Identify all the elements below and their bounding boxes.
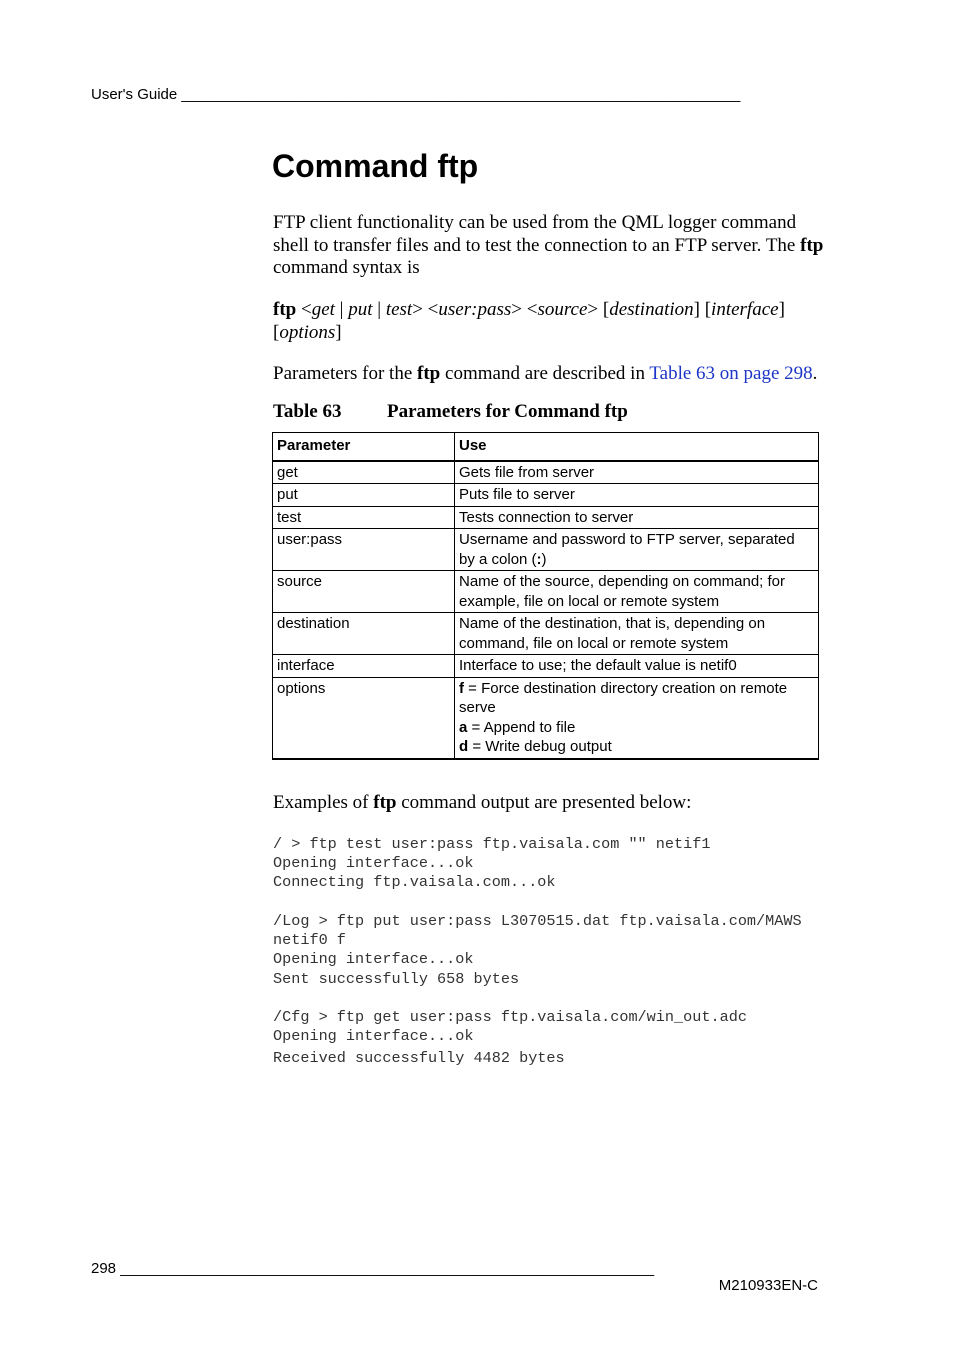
param-cell: user:pass [273,529,455,571]
option-line: a = Append to file [459,718,576,736]
use-cell: Name of the source, depending on command; for example, file on local or remote system [455,571,819,613]
param-cell: put [273,484,455,507]
table-row [273,506,819,529]
option-line: f = Force destination directory creation on remote serve [459,679,788,716]
code-example-get-result: Received successfully 4482 bytes [273,1049,565,1067]
syntax-line: ftp <get | put | test> <user:pass> <source> [destination] [interface] [options] [273,299,785,343]
column-header-use: Use [455,433,819,461]
use-cell: Gets file from server [455,461,819,484]
param-cell: destination [273,613,455,655]
code-example-get: /Cfg > ftp get user:pass ftp.vaisala.com/win_out.adc Opening interface...ok [273,1008,747,1046]
table-row [273,529,819,571]
use-cell: Username and password to FTP server, separated by a colon (:) [455,529,819,571]
running-header: User's Guide ___________________________________________________________________ [91,86,741,103]
code-example-put: /Log > ftp put user:pass L3070515.dat ftp.vaisala.com/MAWS netif0 f Opening interface...ok Sent successfully 658 bytes [273,912,802,988]
table-number: Table 63 [273,401,342,422]
column-header-parameter: Parameter [273,433,455,461]
table-header-row [273,433,819,461]
table-row [273,677,819,759]
param-cell: options [273,677,455,759]
use-cell [455,677,819,759]
use-cell: Tests connection to server [455,506,819,529]
table-title: Parameters for Command ftp [387,401,628,422]
table-caption [273,401,628,423]
page-title: Command ftp [272,148,479,184]
page-number: 298 ________________________________________________________________ [91,1260,655,1277]
code-example-test: / > ftp test user:pass ftp.vaisala.com "" netif1 Opening interface...ok Connecting ftp.vaisala.com...ok [273,835,711,892]
param-cell: source [273,571,455,613]
examples-paragraph: Examples of ftp command output are presented below: [273,792,692,813]
option-line: d = Write debug output [459,738,612,755]
param-cell: test [273,506,455,529]
table-row [273,461,819,484]
use-cell: Name of the destination, that is, depending on command, file on local or remote system [455,613,819,655]
table-row [273,613,819,655]
use-cell: Puts file to server [455,484,819,507]
parameters-table [272,432,819,760]
table-row [273,571,819,613]
param-cell: interface [273,655,455,678]
table-row [273,484,819,507]
table-reference-link[interactable]: Table 63 on page 298 [649,363,813,384]
use-cell: Interface to use; the default value is netif0 [455,655,819,678]
intro-paragraph: FTP client functionality can be used from the QML logger command shell to transfer files and to test the connection to an FTP server. The ftp command syntax is [273,212,824,278]
table-row [273,655,819,678]
document-code: M210933EN-C [718,1277,818,1294]
page-footer [91,1243,818,1294]
parameters-paragraph: Parameters for the ftp command are described in Table 63 on page 298. [273,363,818,384]
param-cell: get [273,461,455,484]
